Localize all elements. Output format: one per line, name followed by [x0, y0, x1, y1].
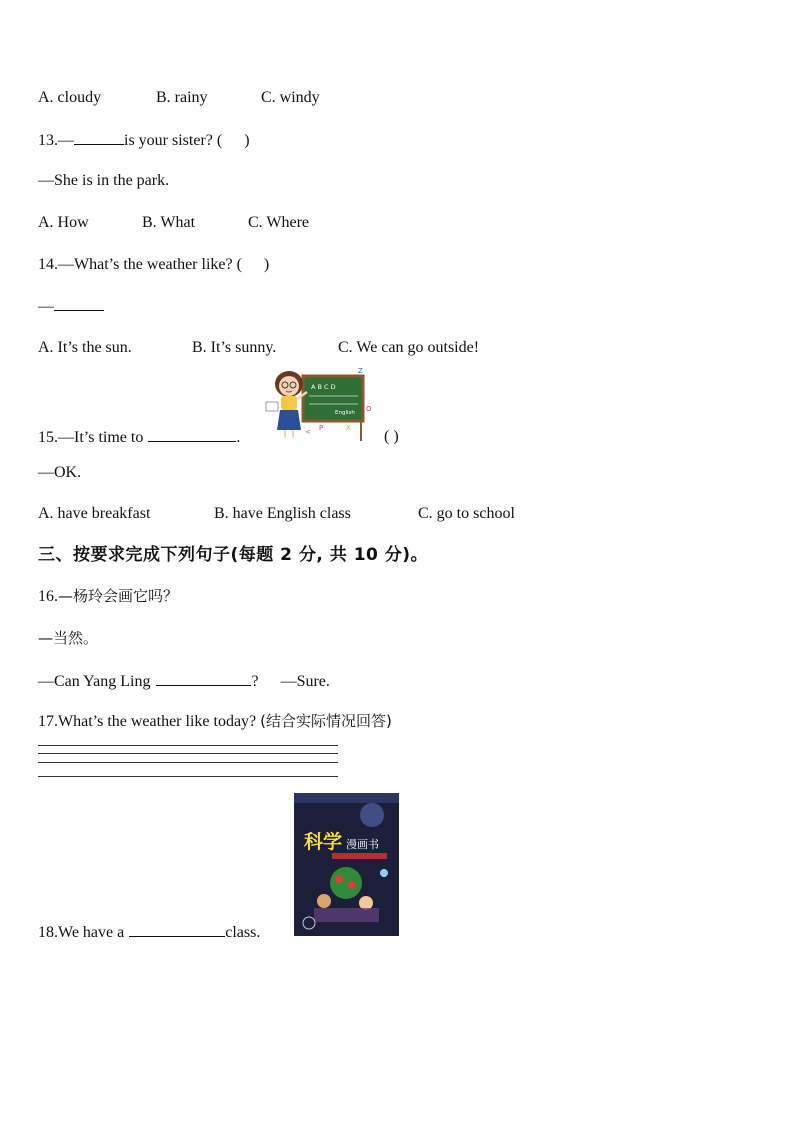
q13-option-c: C. Where — [248, 214, 310, 231]
book-subtitle: 漫画书 — [346, 838, 379, 851]
floating-letter-p: P — [319, 424, 324, 432]
q17-prompt-text: What’s the weather like today? — [58, 713, 261, 730]
q16-chinese-question — [38, 586, 178, 607]
q15-option-b: B. have English class — [214, 505, 351, 522]
board-letters: A B C D — [311, 383, 336, 391]
q17-writing-line[interactable] — [38, 745, 338, 746]
q16-english-q-text: —Can Yang Ling — [38, 673, 151, 690]
q13-option-a: A. How — [38, 214, 89, 231]
q14-prompt-text: —What’s the weather like? ( — [58, 256, 242, 273]
q15-blank[interactable] — [148, 427, 236, 442]
floating-letter-z: Z — [358, 367, 363, 375]
floating-letter-o: O — [366, 405, 372, 413]
q14-answer — [38, 296, 104, 317]
q17-hint: (结合实际情况回答) — [260, 712, 392, 730]
q13-blank[interactable] — [74, 130, 124, 145]
q16-number: 16. — [38, 588, 58, 605]
q17-writing-line[interactable] — [38, 762, 338, 763]
q15-number: 15. — [38, 429, 58, 446]
q12-option-b: B. rainy — [156, 89, 208, 106]
book-icon — [266, 402, 278, 411]
teacher-chalkboard-illustration — [263, 366, 383, 446]
q16-english-answer: —Sure. — [280, 673, 330, 690]
q14-answer-dash: — — [38, 298, 54, 315]
q12-option-a: A. cloudy — [38, 89, 102, 106]
science-comic-book-cover — [294, 793, 399, 936]
q15-answer: —OK. — [38, 464, 82, 481]
q15-prompt — [38, 427, 240, 448]
q14-number: 14. — [38, 256, 58, 273]
q16-english-line — [38, 671, 330, 692]
q14-prompt — [38, 255, 269, 275]
q18-number: 18. — [38, 924, 58, 941]
q18-prompt-post: class. — [225, 924, 261, 941]
q12-option-c: C. windy — [261, 89, 320, 106]
q15-option-c: C. go to school — [418, 505, 515, 522]
q16-chinese-q-text: —杨玲会画它吗？ — [58, 587, 179, 605]
q15-paren: ( ) — [384, 428, 399, 445]
q18-prompt — [38, 922, 260, 943]
q17-writing-line[interactable] — [38, 776, 338, 777]
q14-blank[interactable] — [54, 296, 104, 311]
q15-prompt-text: —It’s time to — [58, 429, 144, 446]
q16-blank[interactable] — [156, 671, 251, 686]
q17-prompt — [38, 711, 392, 732]
q15-option-a: A. have breakfast — [38, 505, 151, 522]
floating-letter-c: < — [305, 428, 311, 436]
q17-number: 17. — [38, 713, 58, 730]
q14-option-b: B. It’s sunny. — [192, 339, 277, 356]
q14-option-c: C. We can go outside! — [338, 339, 480, 356]
q18-prompt-pre: We have a — [58, 924, 125, 941]
q16-chinese-answer: —当然。 — [38, 629, 99, 647]
q18-blank[interactable] — [129, 922, 225, 937]
q13-paren-close: ) — [244, 132, 250, 149]
book-title: 科学 — [304, 831, 343, 853]
teacher-girl — [266, 371, 307, 438]
section-3-heading: 三、按要求完成下列句子(每题 2 分, 共 10 分)。 — [38, 545, 429, 565]
floating-letter-x: X — [346, 424, 351, 432]
q16-question-mark: ? — [251, 673, 259, 690]
q13-answer: —She is in the park. — [38, 172, 170, 189]
board-english: English — [335, 410, 355, 416]
q13-prompt-text: is your sister? ( — [124, 132, 223, 149]
q14-paren-close: ) — [263, 256, 270, 273]
q17-writing-line[interactable] — [38, 753, 338, 754]
q13-prompt — [38, 130, 250, 151]
q14-option-a: A. It’s the sun. — [38, 339, 132, 356]
q13-number: 13. — [38, 132, 58, 149]
q13-option-b: B. What — [142, 214, 196, 231]
q15-period: . — [236, 429, 241, 446]
q13-dash: — — [58, 132, 74, 149]
